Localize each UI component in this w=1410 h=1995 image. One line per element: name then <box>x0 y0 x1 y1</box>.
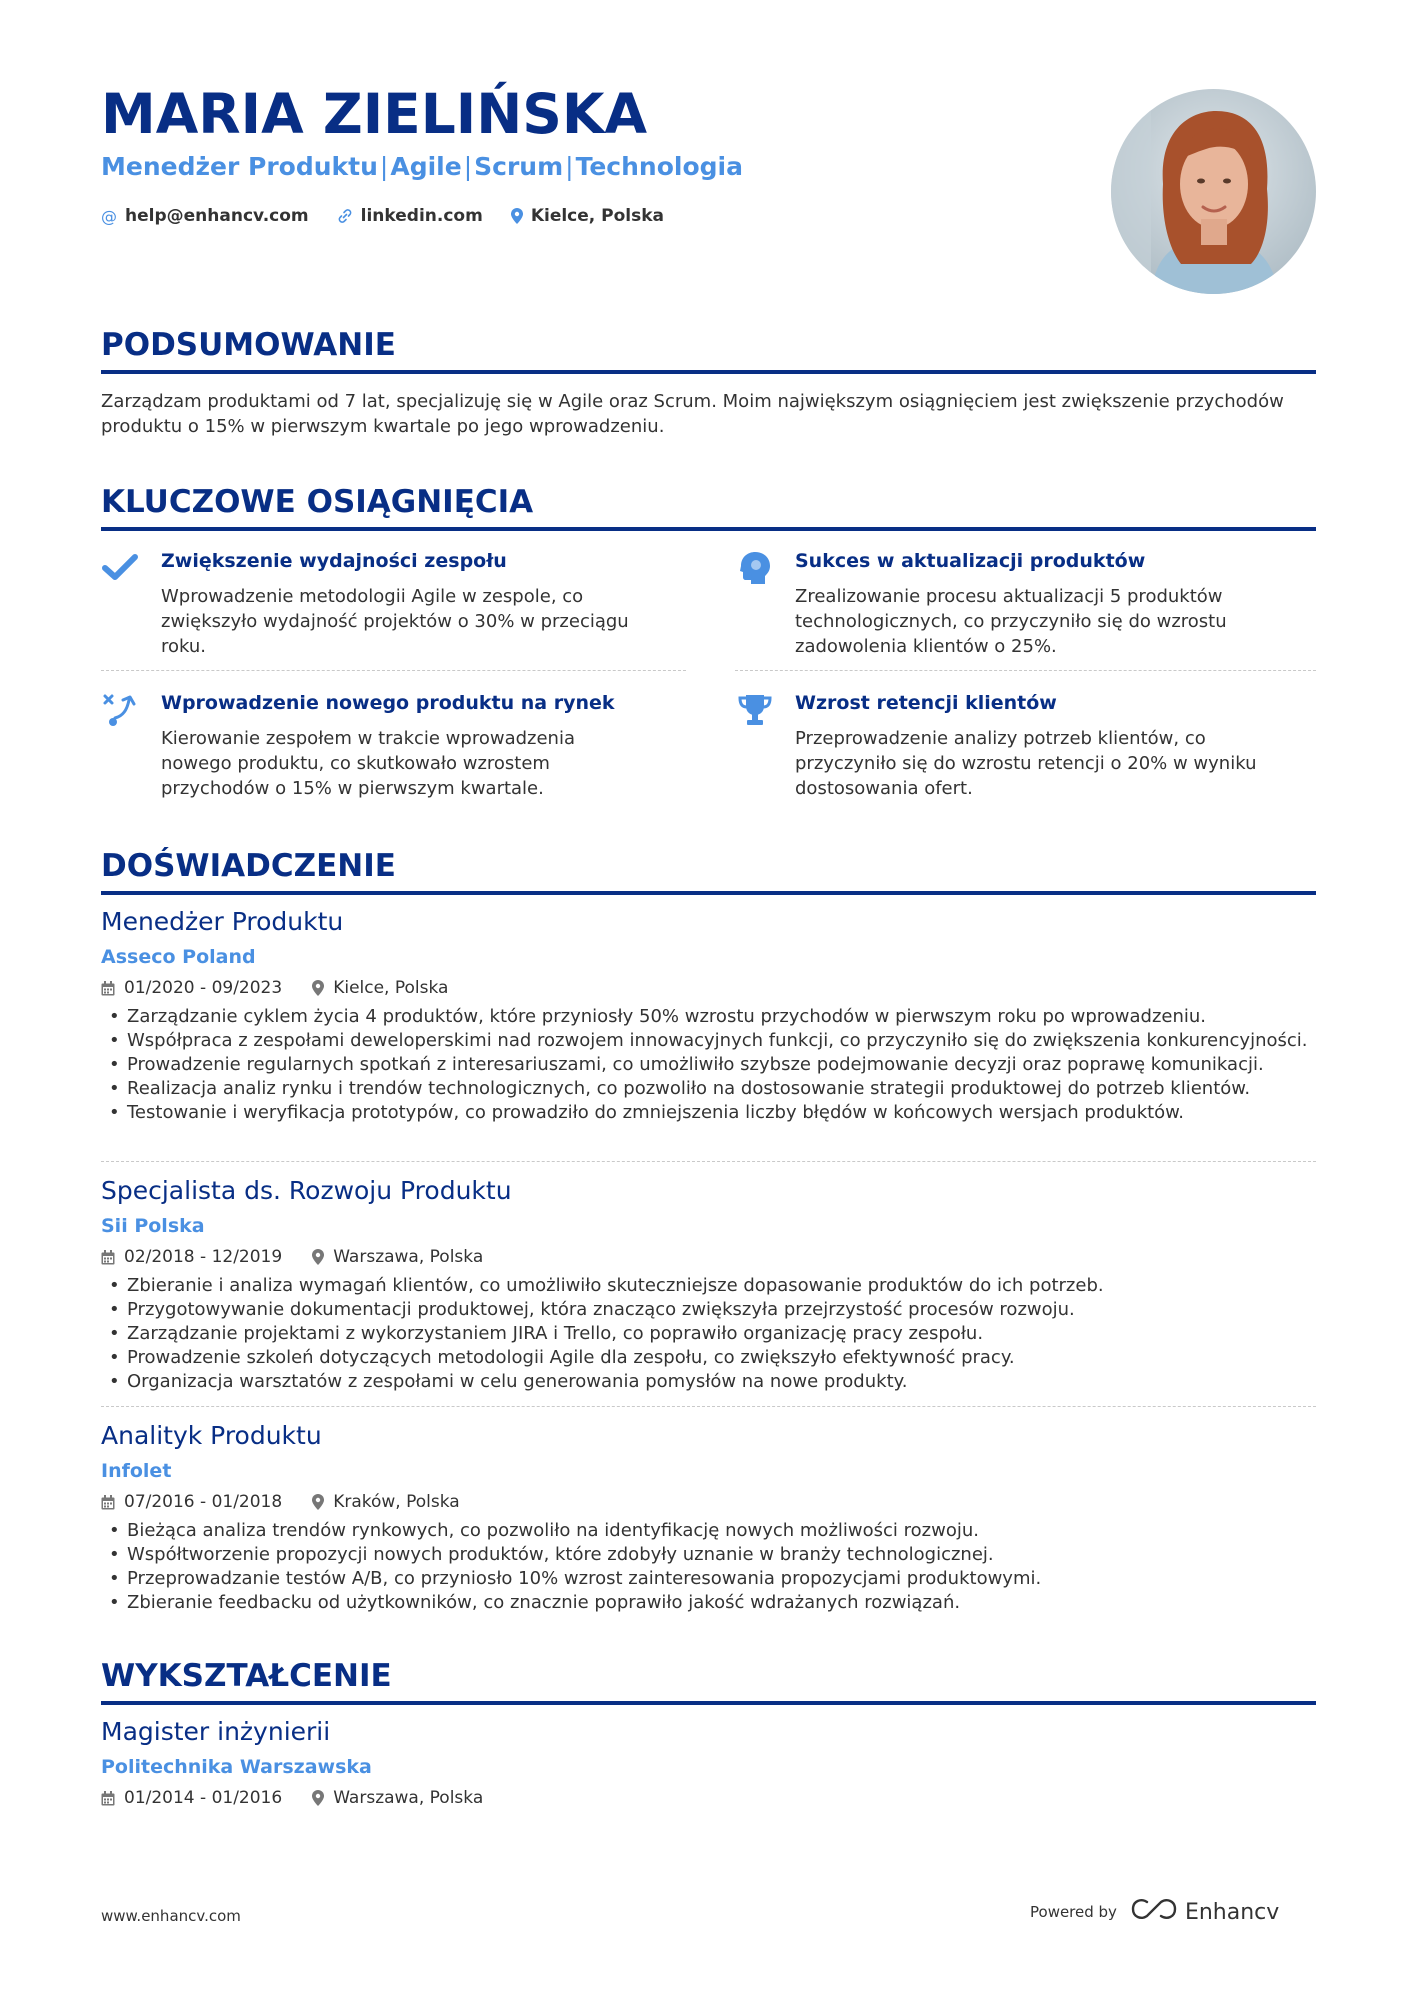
achievements-divider <box>101 527 1316 531</box>
calendar-icon <box>101 1791 115 1806</box>
list-item: • Zarządzanie cyklem życia 4 produktów, które przyniosły 50% wzrostu przychodów w pierwszym roku po wprowadzeniu. <box>101 1005 1316 1029</box>
list-item: • Współtworzenie propozycji nowych produktów, które zdobyły uznanie w branży technologicznej. <box>101 1543 1316 1567</box>
job-location-text: Kielce, Polska <box>333 978 449 998</box>
location-pin-icon <box>312 980 324 996</box>
job-meta <box>101 1492 460 1512</box>
achievement-title: Sukces w aktualizacji produktów <box>795 550 1146 572</box>
experience-divider <box>101 891 1316 895</box>
education-location-text: Warszawa, Polska <box>333 1788 484 1808</box>
job-location <box>312 1247 483 1267</box>
education-heading: WYKSZTAŁCENIE <box>101 1658 392 1694</box>
powered-by-label: Powered by <box>1030 1903 1117 1921</box>
job-separator <box>101 1406 1316 1407</box>
achievement-description: Zrealizowanie procesu aktualizacji 5 produktów technologicznych, co przyczyniło się do wzrostu zadowolenia klientów o 25%. <box>795 586 1227 657</box>
calendar-icon <box>101 1250 115 1265</box>
subtitle-part: Scrum <box>474 152 564 181</box>
job-location-text: Kraków, Polska <box>333 1492 460 1512</box>
job-dates <box>101 1247 282 1267</box>
school-name: Politechnika Warszawska <box>101 1756 372 1778</box>
job-bullets <box>101 1005 1316 1125</box>
calendar-icon <box>101 1495 115 1510</box>
job-dates-text: 07/2016 - 01/2018 <box>124 1492 283 1512</box>
location-pin-icon <box>511 208 523 224</box>
list-item: • Realizacja analiz rynku i trendów technologicznych, co pozwoliło na dostosowanie strategii produktowej do potrzeb klientów. <box>101 1077 1316 1101</box>
achievement-separator <box>735 670 1316 671</box>
summary-divider <box>101 370 1316 374</box>
location-pin-icon <box>312 1494 324 1510</box>
link-icon <box>337 208 353 224</box>
education-meta <box>101 1788 483 1808</box>
contact-email[interactable] <box>101 206 309 226</box>
list-item: • Zbieranie i analiza wymagań klientów, co umożliwiło skuteczniejsze dopasowanie produktów do ich potrzeb. <box>101 1274 1316 1298</box>
achievement-separator <box>101 670 686 671</box>
trophy-icon <box>735 692 775 728</box>
profile-photo <box>1111 89 1316 294</box>
job-dates-text: 02/2018 - 12/2019 <box>124 1247 283 1267</box>
job-location <box>312 978 448 998</box>
job-location <box>312 1492 460 1512</box>
checkmark-icon <box>101 550 141 586</box>
candidate-name: MARIA ZIELIŃSKA <box>101 82 648 146</box>
list-item: • Testowanie i weryfikacja prototypów, co prowadziło do zmniejszenia liczby błędów w końcowych wersjach produktów. <box>101 1101 1316 1125</box>
contact-location-text: Kielce, Polska <box>530 206 665 226</box>
candidate-subtitle <box>101 152 743 181</box>
list-item: • Przygotowywanie dokumentacji produktowej, która znacząco zwiększyła przejrzystość procesów rozwoju. <box>101 1298 1316 1322</box>
achievement-description: Wprowadzenie metodologii Agile w zespole, co zwiększyło wydajność projektów o 30% w przeciągu roku. <box>161 586 629 657</box>
contact-linkedin[interactable] <box>337 206 483 226</box>
achievements-heading: KLUCZOWE OSIĄGNIĘCIA <box>101 484 534 520</box>
summary-heading: PODSUMOWANIE <box>101 327 396 363</box>
enhancv-logo-text: Enhancv <box>1184 1899 1280 1925</box>
calendar-icon <box>101 981 115 996</box>
subtitle-part: Technologia <box>575 152 743 181</box>
achievement-description: Przeprowadzenie analizy potrzeb klientów, co przyczyniło się do wzrostu retencji o 20% w wyniku dostosowania ofert. <box>795 728 1257 799</box>
head-brain-icon <box>735 550 775 586</box>
list-item: • Organizacja warsztatów z zespołami w celu generowania pomysłów na nowe produkty. <box>101 1370 1316 1394</box>
education-location <box>312 1788 483 1808</box>
job-dates <box>101 978 282 998</box>
contact-location <box>511 206 664 226</box>
list-item: • Bieżąca analiza trendów rynkowych, co pozwoliło na identyfikację nowych możliwości rozwoju. <box>101 1519 1316 1543</box>
company-name: Asseco Poland <box>101 946 256 968</box>
list-item: • Przeprowadzanie testów A/B, co przyniosło 10% wzrost zainteresowania propozycjami produktowymi. <box>101 1567 1316 1591</box>
job-separator <box>101 1161 1316 1162</box>
contact-email-text[interactable]: help@enhancv.com <box>125 206 309 226</box>
job-title: Analityk Produktu <box>101 1421 322 1450</box>
achievement-title: Wzrost retencji klientów <box>795 692 1057 714</box>
job-title: Specjalista ds. Rozwoju Produktu <box>101 1176 512 1205</box>
location-pin-icon <box>312 1790 324 1806</box>
job-bullets <box>101 1519 1316 1615</box>
achievement-title: Wprowadzenie nowego produktu na rynek <box>161 692 615 714</box>
subtitle-part: Agile <box>390 152 462 181</box>
job-location-text: Warszawa, Polska <box>333 1247 484 1267</box>
contact-row <box>101 206 664 226</box>
job-dates-text: 01/2020 - 09/2023 <box>124 978 283 998</box>
location-pin-icon <box>312 1249 324 1265</box>
degree-title: Magister inżynierii <box>101 1717 331 1746</box>
company-name: Sii Polska <box>101 1215 205 1237</box>
subtitle-separator: | <box>565 152 574 181</box>
footer-powered-by <box>1030 1898 1279 1926</box>
job-title: Menedżer Produktu <box>101 907 344 936</box>
contact-linkedin-text[interactable]: linkedin.com <box>360 206 483 226</box>
enhancv-logo[interactable] <box>1131 1898 1279 1926</box>
job-meta <box>101 978 448 998</box>
education-dates <box>101 1788 282 1808</box>
job-dates <box>101 1492 282 1512</box>
footer-website[interactable]: www.enhancv.com <box>101 1907 241 1925</box>
achievement-description: Kierowanie zespołem w trakcie wprowadzenia nowego produktu, co skutkowało wzrostem przychodów o 15% w pierwszym kwartale. <box>161 728 575 799</box>
list-item: • Zarządzanie projektami z wykorzystaniem JIRA i Trello, co poprawiło organizację pracy zespołu. <box>101 1322 1316 1346</box>
company-name: Infolet <box>101 1460 172 1482</box>
list-item: • Zbieranie feedbacku od użytkowników, co znacznie poprawiło jakość wdrażanych rozwiązań. <box>101 1591 1316 1615</box>
experience-heading: DOŚWIADCZENIE <box>101 848 396 884</box>
subtitle-separator: | <box>463 152 473 181</box>
strategy-icon <box>101 692 141 728</box>
list-item: • Prowadzenie regularnych spotkań z interesariuszami, co umożliwiło szybsze podejmowanie decyzji oraz poprawę komunikacji. <box>101 1053 1316 1077</box>
at-icon: @ <box>101 206 117 226</box>
list-item: • Prowadzenie szkoleń dotyczących metodologii Agile dla zespołu, co zwiększyło efektywność pracy. <box>101 1346 1316 1370</box>
job-meta <box>101 1247 483 1267</box>
summary-text: Zarządzam produktami od 7 lat, specjalizuję się w Agile oraz Scrum. Moim największym osiągnięciem jest zwiększenie przychodów produktu o 15% w pierwszym kwartale po jego wprowadzeniu. <box>101 391 1284 437</box>
job-bullets <box>101 1274 1316 1394</box>
list-item: • Współpraca z zespołami deweloperskimi nad rozwojem innowacyjnych funkcji, co przyczyniło się do zwiększenia konkurencyjności. <box>101 1029 1316 1053</box>
enhancv-logo-icon <box>1131 1898 1177 1926</box>
education-divider <box>101 1701 1316 1705</box>
subtitle-separator: | <box>379 152 389 181</box>
subtitle-part: Menedżer Produktu <box>101 152 378 181</box>
achievement-title: Zwiększenie wydajności zespołu <box>161 550 507 572</box>
education-dates-text: 01/2014 - 01/2016 <box>124 1788 283 1808</box>
